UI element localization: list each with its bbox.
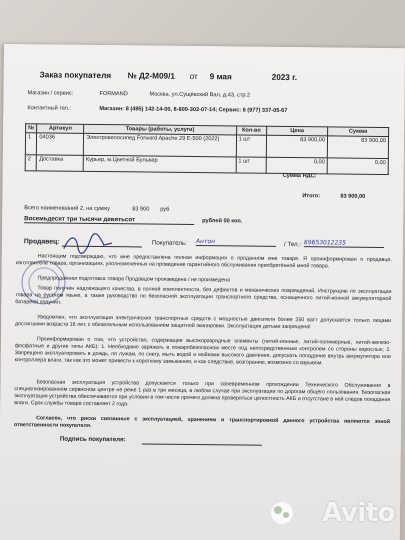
- col-price: Цена: [267, 126, 328, 136]
- row-goods: Курьер, м.Цветной Бульвар: [83, 155, 236, 173]
- items-sum: 83 900: [132, 206, 150, 213]
- seller-label: Продавец:: [23, 238, 60, 246]
- date-from-label: от: [189, 71, 198, 82]
- table-row: [25, 155, 388, 175]
- row-number: 2: [25, 155, 37, 171]
- row-sku: 04036: [37, 133, 84, 155]
- row-qty: 1 шт: [236, 135, 267, 157]
- paragraph-receipt: Товар получен надлежащего качества, в полной комплектности, без дефектов и механических повреждений. Инструкцию по эксплуатации товара на русском языке, а также руководство по безопасной эксплуатации транспортного средства, оснащенного литий-ионной аккумуляторной батареей получил.: [15, 285, 392, 306]
- row-sum: 83 900,00: [327, 136, 388, 159]
- items-sum-unit: руб: [160, 206, 170, 213]
- vat-label: Сумма НДС:: [282, 172, 317, 180]
- final-signature-line: [142, 443, 262, 445]
- paragraph-battery-rules: Проинформирован о том, что устройство, содержащее высокоразрядные элементы (литий-ионные, литий-полимерные, литий-железо-фосфатные и другие типы АКБ): 1. Необходимо заряжать в пожаробезопасном месте под непосредственным контролем со стороны взрослых; 2. Запрещено эксплуатировать в дождь, по лужам, по снегу, мыть водой и мойками высокого давления, допускать попадание внутрь аккумулятора или контроллера влаги, так как это может привести к короткому замыканию, и как следствие, возгоранию, возможно со взрывом.: [14, 336, 391, 367]
- col-qty: Кол-во: [236, 126, 267, 135]
- row-sum: 0,00: [327, 158, 388, 175]
- row-qty: 1 шт: [236, 157, 267, 173]
- row-number: 1: [25, 133, 37, 155]
- receipt-paper: [0, 44, 405, 540]
- paragraph-preparation: Предпродажная подготовка товара Продавцом произведена / не произведена: [37, 275, 230, 284]
- col-sku: Артикул: [37, 124, 84, 133]
- avito-logo-icon: [271, 502, 293, 524]
- document-date: 9 мая: [209, 72, 232, 82]
- paragraph-liability: Согласен, что риски связанные с эксплуатацией, хранением и транспортировкой данного устройства являются зоной ответственности покупателя.: [13, 415, 391, 430]
- shop-address: Москва, ул.Сущёвский Вал, д.43, стр.2: [149, 91, 251, 99]
- document-title: Заказ покупателя: [39, 70, 112, 81]
- document-year: 2023 г.: [271, 72, 298, 83]
- shop-name: FORMAND: [99, 91, 128, 98]
- buyer-label: Покупатель:: [151, 239, 187, 247]
- paragraph-maintenance: Безопасная эксплуатация устройства допускается только при своевременном прохождении Технического Обслуживания в специализированном сервисном центре не реже 1 раз в три месяца, в любом случае при эксплуатации по дорогам общего пользования. Безопасная эксплуатация устройства обеспечивается при условии в том числе прочего должна проверяться целостность АКБ и отсутствие в ней следов попадания влаги. Срок службы товара составляет 2 года.: [14, 379, 391, 408]
- buyer-phone-label: / Тел.:: [283, 240, 302, 249]
- shop-label: Магазин / сервис:: [27, 90, 74, 97]
- contacts-label: Контактный тел.:: [27, 105, 72, 112]
- row-goods: Электровелосипед Forward Apache 29 E-500 (2022): [83, 133, 236, 157]
- col-goods: Товары (работы, услуги): [84, 124, 236, 135]
- col-number: №: [26, 124, 38, 133]
- final-signature-label: Подпись покупателя:: [59, 435, 126, 444]
- document-title-row: [39, 70, 400, 83]
- sum-in-words-tail: рублей 00 коп.: [202, 218, 243, 225]
- avito-watermark: Avito: [322, 498, 395, 528]
- total-value: 83 900,00: [340, 193, 366, 200]
- row-sku: Доставка: [37, 155, 84, 171]
- goods-table: [25, 123, 389, 175]
- row-price: 83 900,00: [266, 135, 327, 158]
- sum-in-words: Восемьдесят три тысячи девятьсот: [24, 215, 194, 225]
- total-label: Итого:: [302, 193, 321, 200]
- paragraph-info: Настоящим подтверждаю, что мне предоставлена полная информация о проданном мне товаре. Я проинформирован о продавце, изготовителе товара, организациях, уполномоченных на проведение гарантийного обслуживания приобретённой мной товара.: [15, 253, 392, 270]
- contact-phones: Магазин: 8 (495) 142-14-00, 8-800-302-07-14; Сервис: 8 (977) 337-05-67: [99, 106, 288, 114]
- paragraph-age-warning: Уведомлен, что эксплуатация электрических транспортных средств с мощностью двигателя более 250 ватт допускается только лицами достигшими возраста 16 лет, с обязательным использованием защитной экипировки. Эксплуатация детьми запрещена!: [15, 314, 392, 331]
- row-price: 0,00: [266, 157, 327, 174]
- col-sum: Сумма: [328, 127, 389, 137]
- buyer-name: Антон: [196, 238, 276, 247]
- document-number: № Д2-М09/1: [127, 71, 175, 81]
- buyer-phone: 89653012235: [304, 239, 384, 248]
- items-count-text: Всего наименований 2, на сумму: [24, 205, 110, 213]
